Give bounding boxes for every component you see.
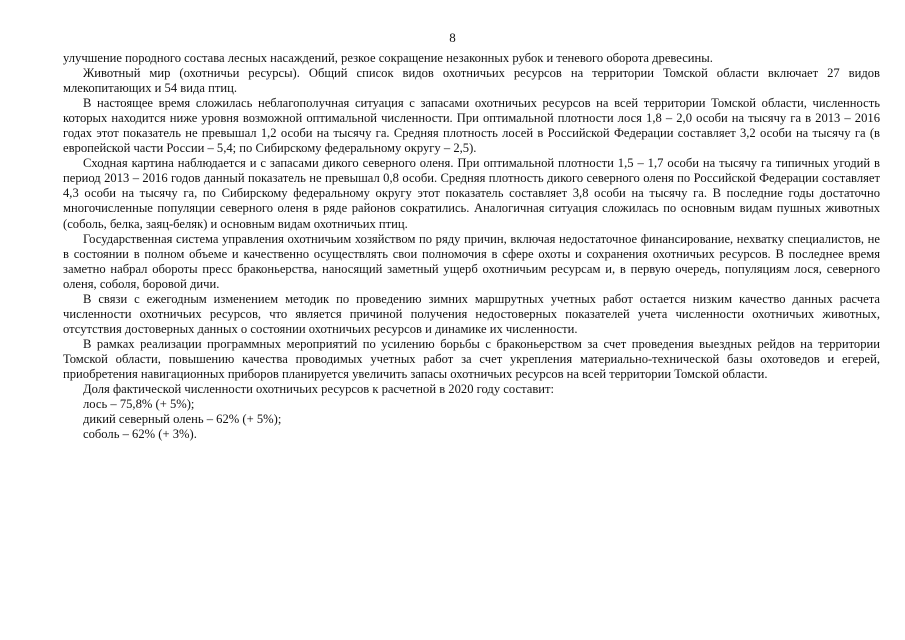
paragraph-reindeer-density: Сходная картина наблюдается и с запасами дикого северного оленя. При оптимальной плотности 1,5 – 1,7 особи на тысячу га типичных угодий в период 2013 – 2016 годов данный показатель не превышал 0,8 особи. Средняя плотность дикого северного оленя по Российской Федерации составляет 4,3 особи на тысячу га, по Сибирскому федеральному округу этот показатель составляет 3,8 особи на тысячу га. В последние годы достаточно многочисленные популяции северного оленя в ряде районов сократились. Аналогичная ситуация сложилась по основным видам пушных животных (соболь, белка, заяц-беляк) и основным видам охотничьих птиц.	[63, 156, 880, 231]
paragraph-wildlife-intro: Животный мир (охотничьи ресурсы). Общий список видов охотничьих ресурсов на территории Томской области включает 27 видов млекопитающих и 54 вида птиц.	[63, 66, 880, 96]
paragraph-state-management: Государственная система управления охотничьим хозяйством по ряду причин, включая недостаточное финансирование, нехватку специалистов, не в состоянии в полном объеме и качественно осуществлять свои полномочия в сфере охоты и сохранения охотничьих ресурсов. В последнее время заметно набрал обороты пресс браконьерства, наносящий заметный ущерб охотничьим ресурсам и, в первую очередь, популяциям лося, северного оленя, соболя, боровой дичи.	[63, 231, 880, 291]
paragraph-share-intro: Доля фактической численности охотничьих ресурсов к расчетной в 2020 году составит:	[83, 382, 555, 397]
paragraph-census-quality: В связи с ежегодным изменением методик по проведению зимних маршрутных учетных работ остается низким качество данных расчета численности охотничьих ресурсов, что является причиной получения недостоверных показателей учета численности охотничьих животных, отсутствия достоверных данных о состоянии охотничьих ресурсов и динамике их численности.	[63, 291, 880, 336]
paragraph-continuation: улучшение породного состава лесных насаждений, резкое сокращение незаконных рубок и теневого оборота древесины.	[63, 51, 713, 65]
paragraph-moose-density: В настоящее время сложилась неблагополучная ситуация с запасами охотничьих ресурсов на всей территории Томской области, численность которых находится ниже уровня возможной оптимальной численности. При оптимальной плотности лося 1,8 – 2,0 особи на тысячу га в 2013 – 2016 годах этот показатель не превышал 1,2 особи на тысячу га. Средняя плотность лосей в Российской Федерации составляет 3,2 особи на тысячу га (в европейской части России – 5,4; по Сибирскому федеральному округу – 2,5).	[63, 96, 880, 156]
paragraph-program-measures: В рамках реализации программных мероприятий по усилению борьбы с браконьерством за счет проведения выездных рейдов на территории Томской области, повышению качества проводимых учетных работ за счет укрепления материально-технической базы охотоведов и егерей, приобретения навигационных приборов планируется увеличить запасы охотничьих ресурсов на всей территории Томской области.	[63, 336, 880, 381]
list-item-reindeer: дикий северный олень – 62% (+ 5%);	[83, 412, 282, 427]
list-item-sable: соболь – 62% (+ 3%).	[83, 427, 197, 442]
page-number: 8	[449, 30, 456, 45]
list-item-moose: лось – 75,8% (+ 5%);	[83, 397, 195, 412]
document-body	[63, 51, 880, 442]
